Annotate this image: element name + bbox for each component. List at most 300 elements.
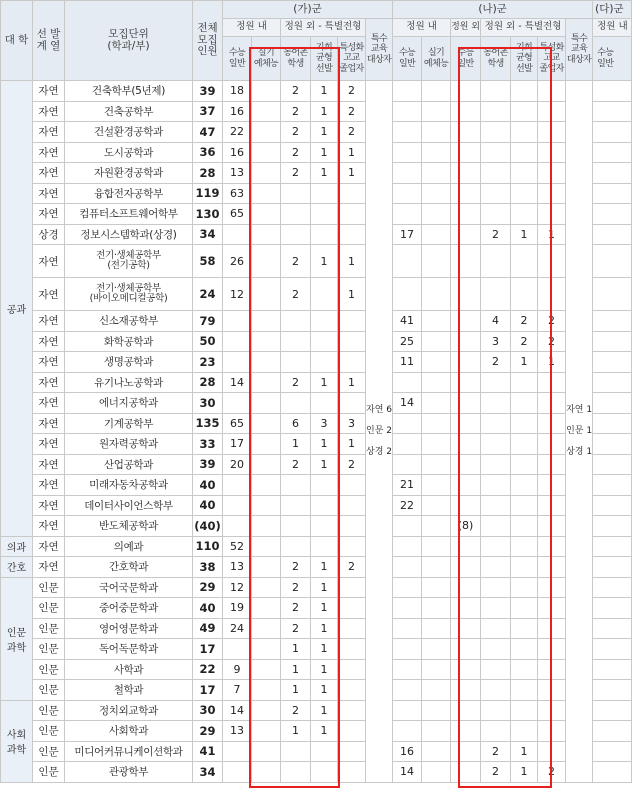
college-cell: 간호 bbox=[1, 557, 33, 578]
cell-ga-sil bbox=[252, 598, 281, 619]
header-unit: 모집단위 (학과/부) bbox=[65, 1, 193, 81]
table-row bbox=[1, 183, 632, 204]
header-na-equal: 기회 균형 선발 bbox=[511, 37, 538, 81]
cell-na-sil bbox=[422, 741, 451, 762]
cell-na-out bbox=[451, 81, 481, 102]
capacity-cell: 30 bbox=[193, 393, 223, 414]
track-cell: 자연 bbox=[33, 434, 65, 455]
header-ga-quota-in: 정원 내 bbox=[223, 19, 281, 37]
cell-na-su bbox=[393, 278, 422, 311]
table-row bbox=[1, 352, 632, 373]
cell-ga-eq bbox=[311, 536, 338, 557]
cell-da-su bbox=[593, 475, 632, 496]
cell-na-rural bbox=[481, 536, 511, 557]
cell-ga-sil bbox=[252, 434, 281, 455]
header-ga-spec-hs: 특성화 고교 졸업자 bbox=[338, 37, 366, 81]
unit-cell: 컴퓨터소프트웨어학부 bbox=[65, 204, 193, 225]
unit-cell: 영어영문학과 bbox=[65, 618, 193, 639]
cell-na-su: 41 bbox=[393, 311, 422, 332]
track-cell: 자연 bbox=[33, 413, 65, 434]
cell-ga-rural: 2 bbox=[281, 81, 311, 102]
cell-na-out bbox=[451, 204, 481, 225]
cell-ga-sil bbox=[252, 577, 281, 598]
cell-ga-eq: 1 bbox=[311, 372, 338, 393]
cell-na-out bbox=[451, 101, 481, 122]
cell-na-spec bbox=[538, 680, 566, 701]
cell-na-su: 14 bbox=[393, 762, 422, 783]
cell-ga-su bbox=[223, 311, 252, 332]
cell-ga-sil bbox=[252, 311, 281, 332]
cell-na-eq bbox=[511, 454, 538, 475]
unit-cell: 화학공학과 bbox=[65, 331, 193, 352]
cell-na-rural bbox=[481, 639, 511, 660]
cell-da-su bbox=[593, 142, 632, 163]
capacity-cell: 23 bbox=[193, 352, 223, 373]
unit-cell: 기계공학부 bbox=[65, 413, 193, 434]
header-capacity: 전체 모집 인원 bbox=[193, 1, 223, 81]
capacity-cell: 40 bbox=[193, 495, 223, 516]
cell-na-su: 21 bbox=[393, 475, 422, 496]
cell-ga-spec bbox=[338, 393, 366, 414]
table-row bbox=[1, 224, 632, 245]
cell-ga-eq bbox=[311, 278, 338, 311]
cell-ga-su: 20 bbox=[223, 454, 252, 475]
table-row bbox=[1, 700, 632, 721]
table-row bbox=[1, 762, 632, 783]
cell-na-sil bbox=[422, 762, 451, 783]
cell-na-eq bbox=[511, 577, 538, 598]
cell-na-eq bbox=[511, 639, 538, 660]
track-cell: 인문 bbox=[33, 659, 65, 680]
cell-ga-sil bbox=[252, 618, 281, 639]
cell-na-sil bbox=[422, 434, 451, 455]
cell-ga-eq bbox=[311, 741, 338, 762]
header-na-quota-in: 정원 내 bbox=[393, 19, 451, 37]
cell-na-spec bbox=[538, 245, 566, 278]
unit-cell: 사회학과 bbox=[65, 721, 193, 742]
table-row bbox=[1, 577, 632, 598]
cell-ga-rural bbox=[281, 204, 311, 225]
cell-na-eq bbox=[511, 536, 538, 557]
cell-na-spec: 1 bbox=[538, 352, 566, 373]
header-na-rural: 농어촌 학생 bbox=[481, 37, 511, 81]
cell-na-spec bbox=[538, 413, 566, 434]
cell-na-eq bbox=[511, 204, 538, 225]
header-na-suneung: 수능 일반 bbox=[393, 37, 422, 81]
track-cell: 자연 bbox=[33, 475, 65, 496]
college-cell: 공과 bbox=[1, 81, 33, 537]
cell-na-out bbox=[451, 372, 481, 393]
capacity-cell: 29 bbox=[193, 721, 223, 742]
table-row bbox=[1, 516, 632, 537]
cell-ga-eq: 1 bbox=[311, 680, 338, 701]
cell-na-rural: 2 bbox=[481, 224, 511, 245]
cell-da-su bbox=[593, 311, 632, 332]
cell-ga-rural bbox=[281, 495, 311, 516]
cell-na-spec bbox=[538, 700, 566, 721]
cell-na-eq: 2 bbox=[511, 331, 538, 352]
cell-ga-sil bbox=[252, 516, 281, 537]
track-cell: 인문 bbox=[33, 680, 65, 701]
cell-ga-eq bbox=[311, 393, 338, 414]
cell-na-out bbox=[451, 163, 481, 184]
cell-na-su bbox=[393, 700, 422, 721]
cell-da-su bbox=[593, 434, 632, 455]
cell-ga-eq bbox=[311, 495, 338, 516]
cell-na-eq bbox=[511, 598, 538, 619]
table-row bbox=[1, 721, 632, 742]
unit-cell: 미래자동차공학과 bbox=[65, 475, 193, 496]
track-cell: 자연 bbox=[33, 454, 65, 475]
cell-ga-eq bbox=[311, 311, 338, 332]
cell-na-rural bbox=[481, 598, 511, 619]
cell-ga-su: 17 bbox=[223, 434, 252, 455]
cell-ga-sil bbox=[252, 372, 281, 393]
cell-ga-spec bbox=[338, 762, 366, 783]
cell-ga-sil bbox=[252, 122, 281, 143]
cell-ga-su bbox=[223, 475, 252, 496]
cell-na-rural: 4 bbox=[481, 311, 511, 332]
cell-da-su bbox=[593, 598, 632, 619]
cell-ga-rural: 2 bbox=[281, 598, 311, 619]
unit-cell: 데이터사이언스학부 bbox=[65, 495, 193, 516]
cell-ga-sil bbox=[252, 101, 281, 122]
cell-na-rural bbox=[481, 516, 511, 537]
cell-ga-rural bbox=[281, 183, 311, 204]
cell-na-spec: 2 bbox=[538, 331, 566, 352]
cell-ga-rural: 1 bbox=[281, 434, 311, 455]
cell-ga-su bbox=[223, 741, 252, 762]
cell-na-spec bbox=[538, 454, 566, 475]
cell-ga-spec: 2 bbox=[338, 101, 366, 122]
cell-na-sil bbox=[422, 245, 451, 278]
cell-ga-eq: 1 bbox=[311, 122, 338, 143]
cell-na-eq bbox=[511, 721, 538, 742]
cell-ga-eq bbox=[311, 224, 338, 245]
cell-na-rural bbox=[481, 413, 511, 434]
cell-na-su bbox=[393, 434, 422, 455]
cell-na-sil bbox=[422, 680, 451, 701]
capacity-cell: 39 bbox=[193, 454, 223, 475]
cell-na-out bbox=[451, 122, 481, 143]
cell-na-spec bbox=[538, 142, 566, 163]
cell-ga-eq: 1 bbox=[311, 557, 338, 578]
cell-ga-su: 16 bbox=[223, 101, 252, 122]
cell-ga-eq: 1 bbox=[311, 639, 338, 660]
cell-na-su: 16 bbox=[393, 741, 422, 762]
cell-na-su bbox=[393, 618, 422, 639]
cell-ga-sil bbox=[252, 475, 281, 496]
cell-ga-su: 19 bbox=[223, 598, 252, 619]
cell-na-out bbox=[451, 224, 481, 245]
cell-ga-su bbox=[223, 762, 252, 783]
college-cell: 인문 과학 bbox=[1, 577, 33, 700]
cell-ga-rural: 2 bbox=[281, 372, 311, 393]
cell-na-sil bbox=[422, 142, 451, 163]
capacity-cell: 135 bbox=[193, 413, 223, 434]
cell-da-su bbox=[593, 204, 632, 225]
cell-na-out bbox=[451, 721, 481, 742]
cell-ga-rural: 1 bbox=[281, 659, 311, 680]
cell-ga-spec: 3 bbox=[338, 413, 366, 434]
cell-ga-spec: 1 bbox=[338, 434, 366, 455]
cell-da-su bbox=[593, 700, 632, 721]
cell-ga-spec: 2 bbox=[338, 557, 366, 578]
cell-na-rural bbox=[481, 700, 511, 721]
unit-cell: 국어국문학과 bbox=[65, 577, 193, 598]
cell-na-spec bbox=[538, 639, 566, 660]
table-row bbox=[1, 741, 632, 762]
cell-na-su: 25 bbox=[393, 331, 422, 352]
capacity-cell: 29 bbox=[193, 577, 223, 598]
cell-ga-spec bbox=[338, 183, 366, 204]
capacity-cell: 30 bbox=[193, 700, 223, 721]
cell-na-su bbox=[393, 454, 422, 475]
header-univ: 대 학 bbox=[1, 1, 33, 81]
cell-na-rural bbox=[481, 122, 511, 143]
cell-ga-spec bbox=[338, 741, 366, 762]
cell-ga-rural bbox=[281, 516, 311, 537]
header-ga-rural: 농어촌 학생 bbox=[281, 37, 311, 81]
cell-na-spec bbox=[538, 101, 566, 122]
cell-na-rural bbox=[481, 278, 511, 311]
cell-ga-rural bbox=[281, 536, 311, 557]
cell-na-rural bbox=[481, 372, 511, 393]
capacity-cell: 22 bbox=[193, 659, 223, 680]
cell-na-spec: 1 bbox=[538, 224, 566, 245]
track-cell: 자연 bbox=[33, 278, 65, 311]
cell-na-rural bbox=[481, 577, 511, 598]
header-na-out-suneung: 수능 일반 bbox=[451, 37, 481, 81]
cell-na-sil bbox=[422, 557, 451, 578]
cell-na-out bbox=[451, 413, 481, 434]
cell-ga-spec bbox=[338, 680, 366, 701]
cell-ga-eq bbox=[311, 475, 338, 496]
cell-ga-rural bbox=[281, 393, 311, 414]
unit-cell: 건설환경공학과 bbox=[65, 122, 193, 143]
cell-na-sil bbox=[422, 81, 451, 102]
table-row bbox=[1, 101, 632, 122]
cell-ga-su: 26 bbox=[223, 245, 252, 278]
cell-ga-sil bbox=[252, 700, 281, 721]
cell-na-sil bbox=[422, 598, 451, 619]
track-cell: 자연 bbox=[33, 372, 65, 393]
cell-ga-spec: 1 bbox=[338, 372, 366, 393]
cell-na-su bbox=[393, 639, 422, 660]
cell-na-rural bbox=[481, 680, 511, 701]
cell-ga-spec bbox=[338, 224, 366, 245]
cell-da-su bbox=[593, 122, 632, 143]
header-na-special-ed: 특수 교육 대상자 bbox=[566, 19, 593, 81]
header-ga-special-ed: 특수 교육 대상자 bbox=[366, 19, 393, 81]
cell-na-sil bbox=[422, 101, 451, 122]
cell-na-rural bbox=[481, 557, 511, 578]
cell-na-spec bbox=[538, 278, 566, 311]
cell-ga-eq: 1 bbox=[311, 434, 338, 455]
cell-ga-eq: 1 bbox=[311, 454, 338, 475]
cell-na-out bbox=[451, 393, 481, 414]
cell-ga-spec bbox=[338, 618, 366, 639]
cell-da-su bbox=[593, 536, 632, 557]
unit-cell: 관광학부 bbox=[65, 762, 193, 783]
cell-ga-sil bbox=[252, 142, 281, 163]
cell-da-su bbox=[593, 454, 632, 475]
cell-na-sil bbox=[422, 372, 451, 393]
cell-na-eq bbox=[511, 475, 538, 496]
cell-na-su: 14 bbox=[393, 393, 422, 414]
cell-na-sil bbox=[422, 475, 451, 496]
unit-cell: 에너지공학과 bbox=[65, 393, 193, 414]
cell-ga-rural: 2 bbox=[281, 142, 311, 163]
cell-ga-su bbox=[223, 516, 252, 537]
cell-na-su bbox=[393, 413, 422, 434]
cell-da-su bbox=[593, 393, 632, 414]
cell-na-spec bbox=[538, 372, 566, 393]
cell-da-su bbox=[593, 577, 632, 598]
capacity-cell: 47 bbox=[193, 122, 223, 143]
cell-ga-eq bbox=[311, 204, 338, 225]
cell-ga-rural: 2 bbox=[281, 577, 311, 598]
cell-ga-su: 65 bbox=[223, 204, 252, 225]
cell-da-su bbox=[593, 81, 632, 102]
cell-na-rural bbox=[481, 393, 511, 414]
cell-na-rural bbox=[481, 81, 511, 102]
cell-ga-su: 24 bbox=[223, 618, 252, 639]
cell-ga-su: 9 bbox=[223, 659, 252, 680]
cell-ga-sil bbox=[252, 639, 281, 660]
cell-na-su bbox=[393, 659, 422, 680]
cell-ga-eq: 1 bbox=[311, 245, 338, 278]
cell-na-eq: 1 bbox=[511, 352, 538, 373]
table-row bbox=[1, 557, 632, 578]
cell-na-sil bbox=[422, 495, 451, 516]
table-row bbox=[1, 81, 632, 102]
college-cell: 사회 과학 bbox=[1, 700, 33, 782]
cell-na-eq bbox=[511, 618, 538, 639]
track-cell: 자연 bbox=[33, 204, 65, 225]
cell-ga-spec: 1 bbox=[338, 278, 366, 311]
cell-na-spec bbox=[538, 495, 566, 516]
track-cell: 자연 bbox=[33, 516, 65, 537]
cell-ga-su: 12 bbox=[223, 577, 252, 598]
table-row bbox=[1, 475, 632, 496]
cell-na-eq bbox=[511, 659, 538, 680]
cell-da-su bbox=[593, 557, 632, 578]
header-ga-suneung: 수능 일반 bbox=[223, 37, 252, 81]
cell-ga-eq: 1 bbox=[311, 598, 338, 619]
cell-na-rural bbox=[481, 245, 511, 278]
cell-ga-spec bbox=[338, 516, 366, 537]
cell-na-spec bbox=[538, 204, 566, 225]
cell-da-su bbox=[593, 762, 632, 783]
header-group-na: (나)군 bbox=[393, 1, 593, 19]
table-row bbox=[1, 413, 632, 434]
table-row bbox=[1, 331, 632, 352]
unit-cell: 중어중문학과 bbox=[65, 598, 193, 619]
cell-na-out bbox=[451, 434, 481, 455]
unit-cell: 미디어커뮤니케이션학과 bbox=[65, 741, 193, 762]
cell-ga-rural: 1 bbox=[281, 721, 311, 742]
table-row bbox=[1, 434, 632, 455]
cell-da-su bbox=[593, 163, 632, 184]
cell-na-rural bbox=[481, 434, 511, 455]
cell-na-spec bbox=[538, 536, 566, 557]
cell-ga-rural: 2 bbox=[281, 454, 311, 475]
cell-da-su bbox=[593, 245, 632, 278]
cell-na-rural bbox=[481, 721, 511, 742]
cell-na-sil bbox=[422, 204, 451, 225]
cell-ga-su: 14 bbox=[223, 700, 252, 721]
cell-da-su bbox=[593, 183, 632, 204]
cell-ga-su: 52 bbox=[223, 536, 252, 557]
cell-ga-sil bbox=[252, 454, 281, 475]
track-cell: 자연 bbox=[33, 495, 65, 516]
capacity-cell: 37 bbox=[193, 101, 223, 122]
cell-ga-su: 65 bbox=[223, 413, 252, 434]
header-ga-equal: 기회 균형 선발 bbox=[311, 37, 338, 81]
cell-ga-su: 16 bbox=[223, 142, 252, 163]
cell-na-out bbox=[451, 741, 481, 762]
cell-ga-rural: 2 bbox=[281, 245, 311, 278]
cell-da-su bbox=[593, 741, 632, 762]
unit-cell: 유기나노공학과 bbox=[65, 372, 193, 393]
table-row bbox=[1, 598, 632, 619]
capacity-cell: 58 bbox=[193, 245, 223, 278]
cell-na-spec: 2 bbox=[538, 762, 566, 783]
cell-ga-rural: 2 bbox=[281, 122, 311, 143]
unit-cell: 사학과 bbox=[65, 659, 193, 680]
cell-na-su bbox=[393, 372, 422, 393]
cell-na-sil bbox=[422, 122, 451, 143]
cell-na-eq bbox=[511, 81, 538, 102]
cell-da-su bbox=[593, 516, 632, 537]
cell-na-out bbox=[451, 331, 481, 352]
cell-na-spec bbox=[538, 721, 566, 742]
cell-na-su bbox=[393, 536, 422, 557]
cell-na-rural bbox=[481, 101, 511, 122]
cell-na-out bbox=[451, 183, 481, 204]
cell-na-sil bbox=[422, 183, 451, 204]
cell-na-eq bbox=[511, 516, 538, 537]
header-ga-quota-out: 정원 외 - 특별전형 bbox=[281, 19, 366, 37]
cell-da-su bbox=[593, 224, 632, 245]
cell-ga-sil bbox=[252, 741, 281, 762]
track-cell: 인문 bbox=[33, 741, 65, 762]
cell-na-out bbox=[451, 352, 481, 373]
cell-na-spec bbox=[538, 122, 566, 143]
college-cell: 의과 bbox=[1, 536, 33, 557]
cell-ga-sil bbox=[252, 278, 281, 311]
cell-ga-su: 14 bbox=[223, 372, 252, 393]
header-group-ga: (가)군 bbox=[223, 1, 393, 19]
cell-na-sil bbox=[422, 659, 451, 680]
cell-ga-su: 63 bbox=[223, 183, 252, 204]
cell-ga-eq bbox=[311, 331, 338, 352]
cell-ga-spec bbox=[338, 721, 366, 742]
cell-na-su bbox=[393, 516, 422, 537]
cell-na-out bbox=[451, 536, 481, 557]
track-cell: 자연 bbox=[33, 352, 65, 373]
cell-ga-sil bbox=[252, 331, 281, 352]
cell-ga-eq: 1 bbox=[311, 721, 338, 742]
cell-da-su bbox=[593, 331, 632, 352]
capacity-cell: 40 bbox=[193, 598, 223, 619]
capacity-cell: 110 bbox=[193, 536, 223, 557]
cell-na-spec bbox=[538, 598, 566, 619]
cell-ga-sil bbox=[252, 495, 281, 516]
cell-ga-sil bbox=[252, 163, 281, 184]
header-da-suneung: 수능 일반 bbox=[593, 37, 632, 81]
